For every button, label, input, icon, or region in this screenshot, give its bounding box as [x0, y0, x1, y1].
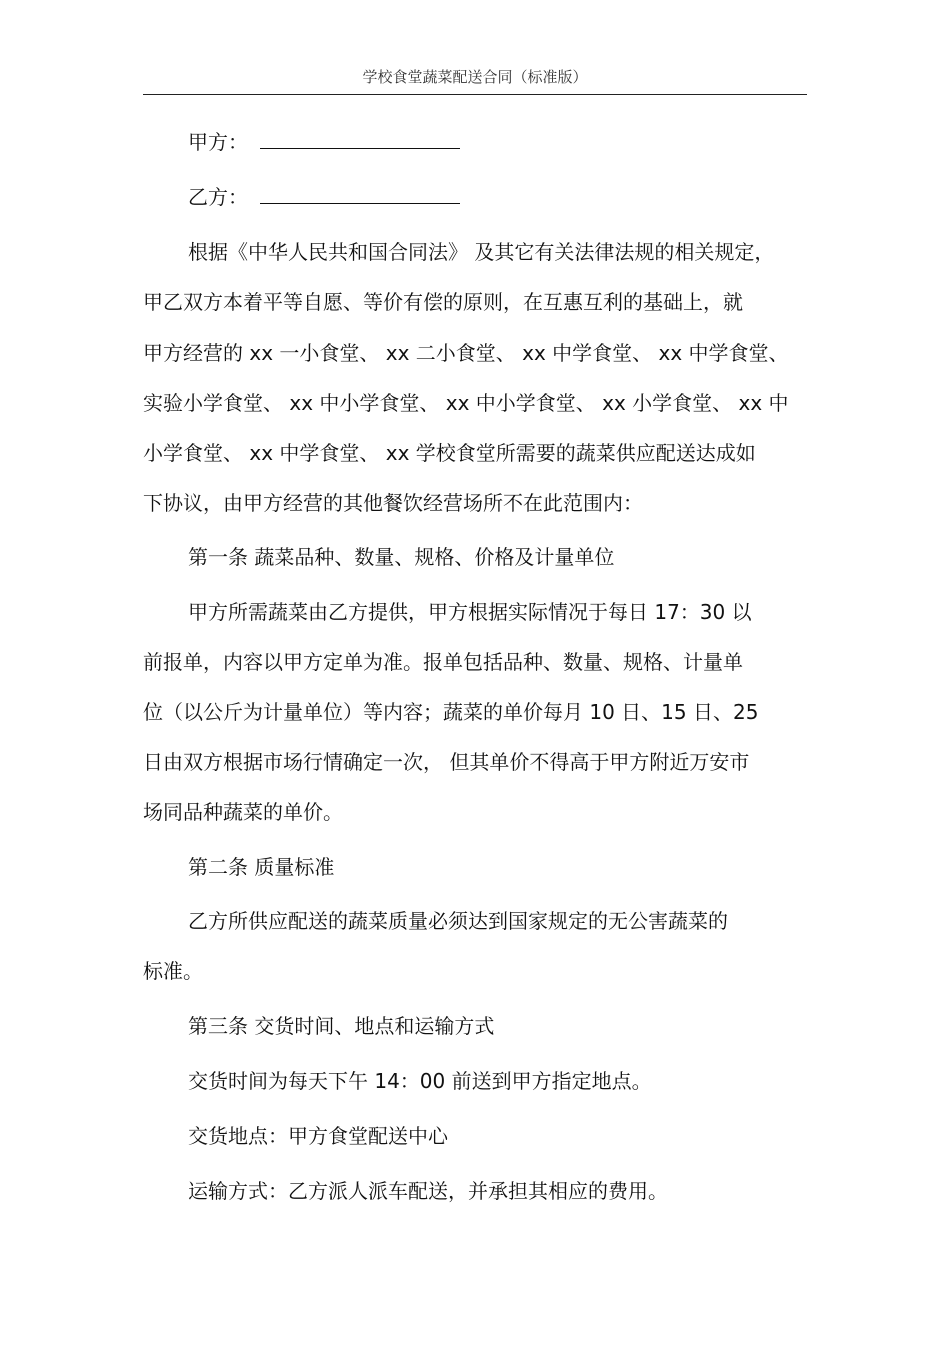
header-rule	[143, 94, 807, 95]
body-line: 甲乙双方本着平等自愿、等价有偿的原则，在互惠互利的基础上，就	[143, 290, 743, 314]
article-1-heading: 第一条 蔬菜品种、数量、规格、价格及计量单位	[188, 545, 615, 569]
party-a-blank	[260, 130, 460, 149]
body-line: 甲方所需蔬菜由乙方提供，甲方根据实际情况于每日 17：30 以	[188, 600, 752, 624]
document-header: 学校食堂蔬菜配送合同（标准版）	[362, 68, 588, 86]
article-3-heading: 第三条 交货时间、地点和运输方式	[188, 1014, 495, 1038]
party-a-label: 甲方：	[188, 130, 248, 154]
body-line: 小学食堂、 xx 中学食堂、 xx 学校食堂所需要的蔬菜供应配送达成如	[143, 441, 756, 465]
party-b-line	[188, 183, 460, 211]
party-a-line	[188, 128, 460, 156]
body-line: 交货时间为每天下午 14：00 前送到甲方指定地点。	[188, 1069, 652, 1093]
body-line: 位（以公斤为计量单位）等内容；蔬菜的单价每月 10 日、15 日、25	[143, 700, 759, 724]
body-line: 标准。	[143, 959, 203, 983]
body-line: 下协议，由甲方经营的其他餐饮经营场所不在此范围内：	[143, 491, 643, 515]
body-line: 运输方式：乙方派人派车配送，并承担其相应的费用。	[188, 1179, 668, 1203]
body-line: 实验小学食堂、 xx 中小学食堂、 xx 中小学食堂、 xx 小学食堂、 xx 中	[143, 391, 789, 415]
body-line: 交货地点：甲方食堂配送中心	[188, 1124, 448, 1148]
article-2-heading: 第二条 质量标准	[188, 855, 335, 879]
body-line: 前报单，内容以甲方定单为准。报单包括品种、数量、规格、计量单	[143, 650, 743, 674]
body-line: 根据《中华人民共和国合同法》 及其它有关法律法规的相关规定，	[188, 240, 775, 264]
body-line: 场同品种蔬菜的单价。	[143, 800, 343, 824]
body-line: 乙方所供应配送的蔬菜质量必须达到国家规定的无公害蔬菜的	[188, 909, 728, 933]
party-b-blank	[260, 185, 460, 204]
body-line: 甲方经营的 xx 一小食堂、 xx 二小食堂、 xx 中学食堂、 xx 中学食堂、	[143, 341, 789, 365]
party-b-label: 乙方：	[188, 185, 248, 209]
body-line: 日由双方根据市场行情确定一次， 但其单价不得高于甲方附近万安市	[143, 750, 750, 774]
